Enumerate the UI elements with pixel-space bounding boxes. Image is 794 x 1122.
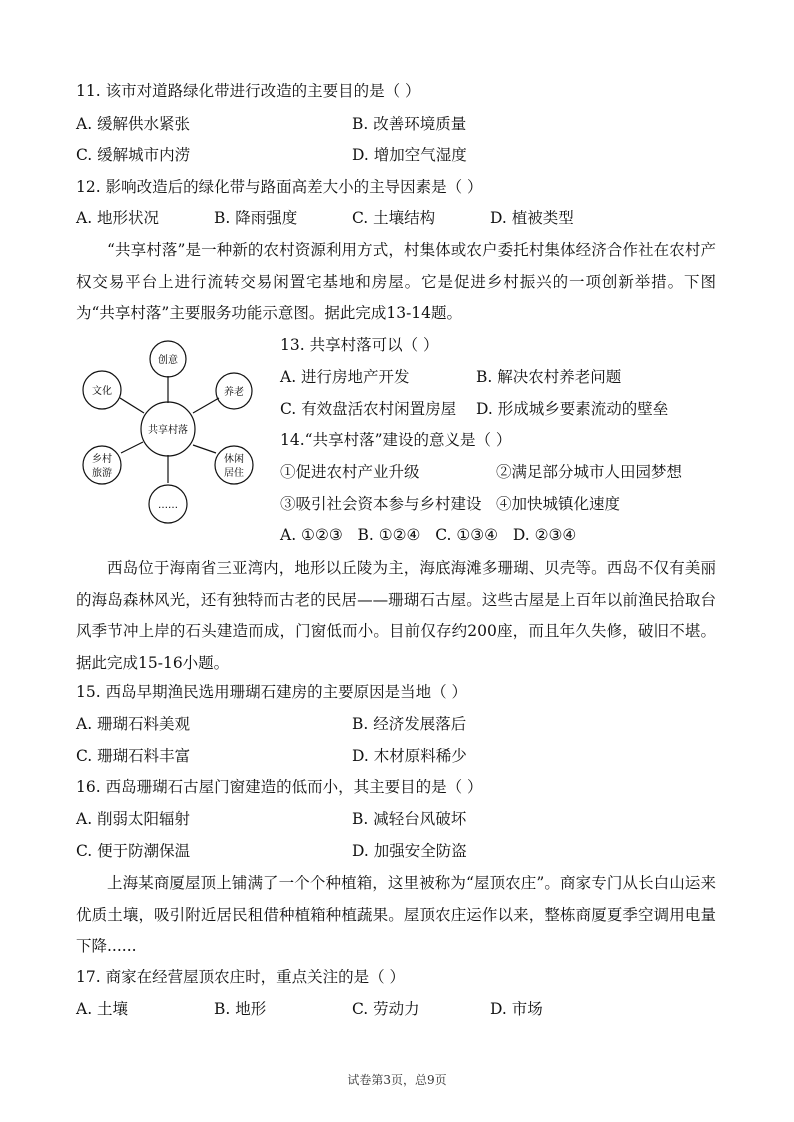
- q13-option-c: C. 有效盘活农村闲置房屋: [280, 400, 457, 418]
- question-12-stem: 12. 影响改造后的绿化带与路面高差大小的主导因素是（ ）: [76, 178, 483, 196]
- q14-statement-4: ④加快城镇化速度: [496, 495, 621, 513]
- page-footer: 试卷第3页，总9页: [347, 1073, 447, 1087]
- passage-rooftop-farm: 上海某商厦屋顶上铺满了一个个种植箱，这里被称为“屋顶农庄”。商家专门从长白山运来优质土壤，吸引附近居民租借种植箱种植蔬果。屋顶农庄运作以来，整栋商厦夏季空调用电量下降......: [76, 874, 716, 955]
- diagram-center-label: 共享村落: [148, 425, 188, 436]
- question-14-stem: 14.“共享村落”建设的意义是（ ）: [280, 431, 512, 449]
- q11-option-b: B. 改善环境质量: [352, 115, 467, 133]
- q11-option-a: A. 缓解供水紧张: [76, 115, 191, 133]
- shared-village-diagram: [82, 338, 262, 528]
- passage-shared-village: “共享村落”是一种新的农村资源利用方式，村集体或农户委托村集体经济合作社在农村产权交易平台上进行流转交易闲置宅基地和房屋。它是促进乡村振兴的一项创新举措。下图为“共享村落”主要服务功能示意图。据此完成13-14题。: [76, 241, 716, 322]
- q17-option-a: A. 土壤: [76, 1000, 129, 1018]
- q15-option-a: A. 珊瑚石料美观: [76, 715, 191, 733]
- q12-option-c: C. 土壤结构: [352, 209, 436, 227]
- q11-option-c: C. 缓解城市内涝: [76, 146, 191, 164]
- q14-statement-2: ②满足部分城市人田园梦想: [496, 463, 683, 481]
- q14-choices: A. ①②③ B. ①②④ C. ①③④ D. ②③④: [280, 526, 577, 544]
- passage-west-island: 西岛位于海南省三亚湾内，地形以丘陵为主，海底海滩多珊瑚、贝壳等。西岛不仅有美丽的海岛森林风光，还有独特而古老的民居——珊瑚石古屋。这些古屋是上百年以前渔民拾取台风季节冲上岸的石头建造而成，门窗低而小。目前仅存约200座，而且年久失修，破旧不堪。据此完成15-16小题。: [76, 559, 716, 672]
- q14-statement-1: ①促进农村产业升级: [280, 463, 420, 481]
- diagram-node-etc: ……: [158, 500, 178, 511]
- q17-option-d: D. 市场: [490, 1000, 543, 1018]
- q15-option-d: D. 木材原料稀少: [352, 747, 467, 765]
- q13-option-b: B. 解决农村养老问题: [476, 368, 622, 386]
- q11-option-d: D. 增加空气湿度: [352, 146, 467, 164]
- q16-option-c: C. 便于防潮保温: [76, 842, 191, 860]
- q17-option-b: B. 地形: [214, 1000, 267, 1018]
- q16-option-b: B. 减轻台风破坏: [352, 810, 467, 828]
- question-16-stem: 16. 西岛珊瑚石古屋门窗建造的低而小，其主要目的是（ ）: [76, 778, 483, 796]
- diagram-node-leisure-living: 休闲居住: [224, 454, 244, 479]
- diagram-node-rural-tourism: 乡村旅游: [92, 454, 112, 479]
- q12-option-d: D. 植被类型: [490, 209, 574, 227]
- q12-option-b: B. 降雨强度: [214, 209, 298, 227]
- q13-option-a: A. 进行房地产开发: [280, 368, 410, 386]
- q15-option-c: C. 珊瑚石料丰富: [76, 747, 191, 765]
- question-13-stem: 13. 共享村落可以（ ）: [280, 336, 439, 354]
- question-15-stem: 15. 西岛早期渔民选用珊瑚石建房的主要原因是当地（ ）: [76, 683, 468, 701]
- q14-statement-3: ③吸引社会资本参与乡村建设: [280, 495, 482, 513]
- q17-option-c: C. 劳动力: [352, 1000, 420, 1018]
- diagram-node-elderly-care: 养老: [224, 387, 244, 398]
- diagram-node-culture: 文化: [92, 386, 112, 397]
- q13-option-d: D. 形成城乡要素流动的壁垒: [476, 400, 669, 418]
- q16-option-d: D. 加强安全防盗: [352, 842, 467, 860]
- question-11-stem: 11. 该市对道路绿化带进行改造的主要目的是（ ）: [76, 82, 421, 100]
- q15-option-b: B. 经济发展落后: [352, 715, 467, 733]
- q12-option-a: A. 地形状况: [76, 209, 160, 227]
- question-17-stem: 17. 商家在经营屋顶农庄时，重点关注的是（ ）: [76, 968, 406, 986]
- diagram-node-creativity: 创意: [158, 355, 178, 366]
- q16-option-a: A. 削弱太阳辐射: [76, 810, 191, 828]
